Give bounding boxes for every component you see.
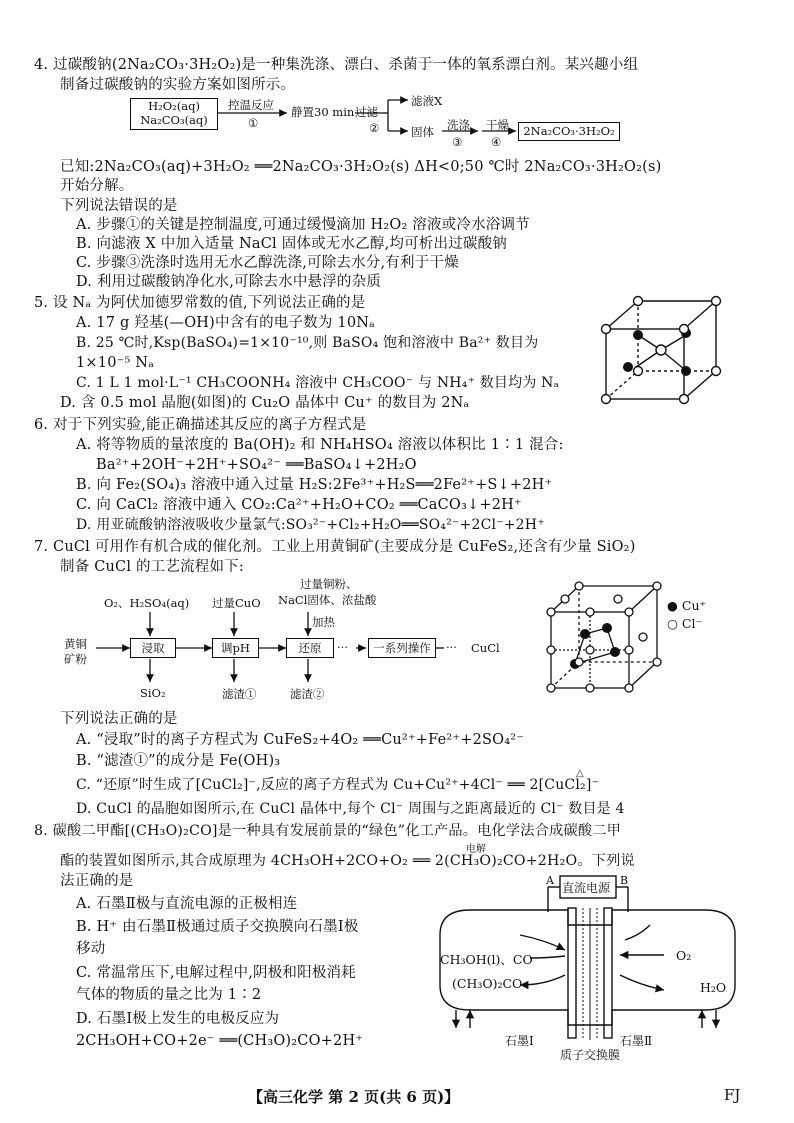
q4-step3: 过滤	[355, 105, 378, 119]
legend-filled-circle-icon: ●	[667, 598, 678, 613]
q4-line1: 4. 过碳酸钠(2Na₂CO₃·3H₂O₂)是一种集洗涤、漂白、杀菌于一体的氧系漂白剂。某兴趣小组	[34, 57, 639, 73]
q7-delta: △	[576, 768, 584, 779]
q7-top2: 过量CuO	[212, 596, 261, 610]
q7-out3: 滤渣②	[290, 687, 325, 701]
q7-heat: 加热	[312, 615, 335, 629]
q8-option-c: C. 常温常压下,电解过程中,阴极和阳极消耗	[76, 965, 356, 981]
q8-power: 直流电源	[562, 881, 611, 895]
q5-option-c: C. 1 L 1 mol·L⁻¹ CH₃COONH₄ 溶液中 CH₃COO⁻ 与 NH₄⁺ 数目均为 Nₐ	[76, 375, 560, 391]
q7-line2: 制备 CuCl 的工艺流程如下:	[60, 559, 244, 575]
q7-option-b: B. “滤渣①”的成分是 Fe(OH)₃	[76, 753, 281, 769]
q5-option-d: D. 含 0.5 mol 晶胞(如图)的 Cu₂O 晶体中 Cu⁺ 的数目为 2Nₐ	[60, 395, 470, 411]
q8-line1: 8. 碳酸二甲酯[(CH₃O)₂CO]是一种具有发展前景的“绿色”化工产品。电化学法合成碳酸二甲	[34, 823, 622, 839]
q6-option-b: B. 向 Fe₂(SO₄)₃ 溶液中通入过量 H₂S:2Fe³⁺+H₂S══2Fe²⁺+S↓+2H⁺	[76, 477, 553, 493]
q8-electrolysis: 电解	[466, 844, 486, 855]
q5-option-b-cont: 1×10⁻⁵ Nₐ	[76, 355, 154, 371]
q7-option-d: D. CuCl 的晶胞如图所示,在 CuCl 晶体中,每个 Cl⁻ 周围与之距离最近的 Cl⁻ 数目是 4	[76, 801, 625, 817]
q8-option-b-cont: 移动	[76, 941, 106, 957]
q8-line2: 酯的装置如图所示,其合成原理为 4CH₃OH+2CO+O₂ ══ 2(CH₃O)₂CO+2H₂O。下列说	[60, 853, 635, 869]
q4-reactant1: H₂O₂(aq)	[148, 99, 200, 113]
q7-box-ph: 调pH	[212, 638, 259, 658]
q8-terminal-b: B	[620, 874, 629, 887]
q5-option-a: A. 17 g 羟基(—OH)中含有的电子数为 10Nₐ	[76, 315, 375, 331]
q8-line3: 法正确的是	[60, 873, 134, 889]
q7-dots2: ···	[446, 640, 457, 654]
q7-stem: 下列说法正确的是	[60, 711, 178, 727]
q8-output-right: H₂O	[700, 980, 727, 995]
q4-stem: 下列说法错误的是	[60, 198, 178, 214]
q4-step1: 控温反应	[228, 98, 274, 112]
q4-product-box: 2Na₂CO₃·3H₂O₂	[518, 122, 620, 141]
q4-filtrate: 滤液X	[411, 94, 443, 108]
q4-option-b: B. 向滤液 X 中加入适量 NaCl 固体或无水乙醇,均可析出过碳酸钠	[76, 236, 508, 252]
q6-option-d: D. 用亚硫酸钠溶液吸收少量氯气:SO₃²⁻+Cl₂+H₂O══SO₄²⁻+2Cl⁻+2H⁺	[76, 517, 545, 533]
q4-reactant2: Na₂CO₃(aq)	[140, 113, 208, 127]
q8-output-left: (CH₃O)₂CO	[452, 976, 523, 991]
q4-wash: 洗涤	[447, 118, 470, 132]
legend-open-circle-icon: ○	[667, 616, 678, 631]
q4-step3-num: ②	[369, 121, 380, 135]
q8-option-c-cont: 气体的物质的量之比为 1∶2	[76, 987, 262, 1003]
q7-raw2: 矿粉	[64, 652, 87, 666]
q6-option-a: A. 将等物质的量浓度的 Ba(OH)₂ 和 NH₄HSO₄ 溶液以体积比 1∶1 混合:	[76, 437, 564, 453]
q7-product: CuCl	[471, 641, 500, 655]
q4-dry-num: ④	[491, 135, 502, 149]
q4-wash-num: ③	[452, 135, 463, 149]
q7-raw1: 黄铜	[64, 637, 87, 651]
q8-option-d-cont: 2CH₃OH+CO+2e⁻ ══(CH₃O)₂CO+2H⁺	[76, 1033, 364, 1049]
q8-electrode-2: 石墨Ⅱ	[620, 1034, 653, 1048]
q5-option-b: B. 25 ℃时,Ksp(BaSO₄)=1×10⁻¹⁰,则 BaSO₄ 饱和溶液中 Ba²⁺ 数目为	[76, 335, 539, 351]
q7-out1: SiO₂	[140, 686, 166, 700]
footer-code: FJ	[724, 1086, 741, 1104]
q4-known1: 已知:2Na₂CO₃(aq)+3H₂O₂ ══2Na₂CO₃·3H₂O₂(s) ΔH<0;50 ℃时 2Na₂CO₃·3H₂O₂(s)	[60, 159, 662, 175]
q8-membrane: 质子交换膜	[560, 1048, 621, 1062]
q7-line1: 7. CuCl 可用作有机合成的催化剂。工业上用黄铜矿(主要成分是 CuFeS₂,还含有少量 SiO₂)	[34, 539, 636, 555]
q7-top3a: 过量铜粉、	[300, 577, 358, 591]
q7-legend-cl-label: Cl⁻	[681, 616, 703, 631]
q6-option-c: C. 向 CaCl₂ 溶液中通入 CO₂:Ca²⁺+H₂O+CO₂ ══CaCO₃↓+2H⁺	[76, 497, 522, 513]
q7-legend-cu-label: Cu⁺	[681, 598, 707, 613]
q4-option-d: D. 利用过碳酸钠净化水,可除去水中悬浮的杂质	[76, 274, 382, 290]
q7-box-reduce: 还原	[286, 638, 334, 658]
q8-electrode-1: 石墨Ⅰ	[505, 1034, 534, 1048]
q4-step1-num: ①	[248, 116, 259, 130]
q4-step2: 静置30 min	[291, 105, 355, 119]
q4-dry: 干燥	[486, 118, 509, 132]
q8-option-b: B. H⁺ 由石墨Ⅱ极通过质子交换膜向石墨Ⅰ极	[76, 919, 359, 935]
q4-solid: 固体	[411, 125, 434, 139]
q5-line1: 5. 设 Nₐ 为阿伏加德罗常数的值,下列说法正确的是	[34, 295, 366, 311]
q7-top1: O₂、H₂SO₄(aq)	[104, 596, 190, 610]
q4-known2: 开始分解。	[60, 178, 134, 194]
footer-page-info: 【高三化学 第 2 页(共 6 页)】	[248, 1088, 460, 1106]
q7-out2: 滤渣①	[222, 687, 257, 701]
q7-top3b: NaCl固体、浓盐酸	[278, 593, 377, 607]
q4-option-c: C. 步骤③洗涤时选用无水乙醇洗涤,可除去水分,有利于干燥	[76, 255, 459, 271]
q8-option-a: A. 石墨Ⅱ极与直流电源的正极相连	[76, 896, 298, 912]
q7-box-series: 一系列操作	[368, 638, 436, 658]
q8-terminal-a: A	[546, 874, 554, 887]
q4-option-a: A. 步骤①的关键是控制温度,可通过缓慢滴加 H₂O₂ 溶液或冷水浴调节	[76, 217, 530, 233]
q8-input-right: O₂	[676, 948, 692, 963]
q4-line2: 制备过碳酸钠的实验方案如图所示。	[60, 77, 296, 93]
q6-option-a-cont: Ba²⁺+2OH⁻+2H⁺+SO₄²⁻ ══BaSO₄↓+2H₂O	[96, 457, 417, 473]
q7-option-c: C. “还原”时生成了[CuCl₂]⁻,反应的离子方程式为 Cu+Cu²⁺+4Cl⁻ ══ 2[CuCl₂]⁻	[76, 777, 600, 793]
q8-input-left: CH₃OH(l)、CO	[440, 952, 533, 967]
q7-option-a: A. “浸取”时的离子方程式为 CuFeS₂+4O₂ ══Cu²⁺+Fe²⁺+2SO₄²⁻	[76, 732, 525, 748]
q8-option-d: D. 石墨Ⅰ极上发生的电极反应为	[76, 1011, 280, 1027]
q7-dots1: ···	[337, 640, 348, 654]
q6-line1: 6. 对于下列实验,能正确描述其反应的离子方程式是	[34, 417, 367, 433]
q7-box-leach: 浸取	[130, 638, 176, 658]
